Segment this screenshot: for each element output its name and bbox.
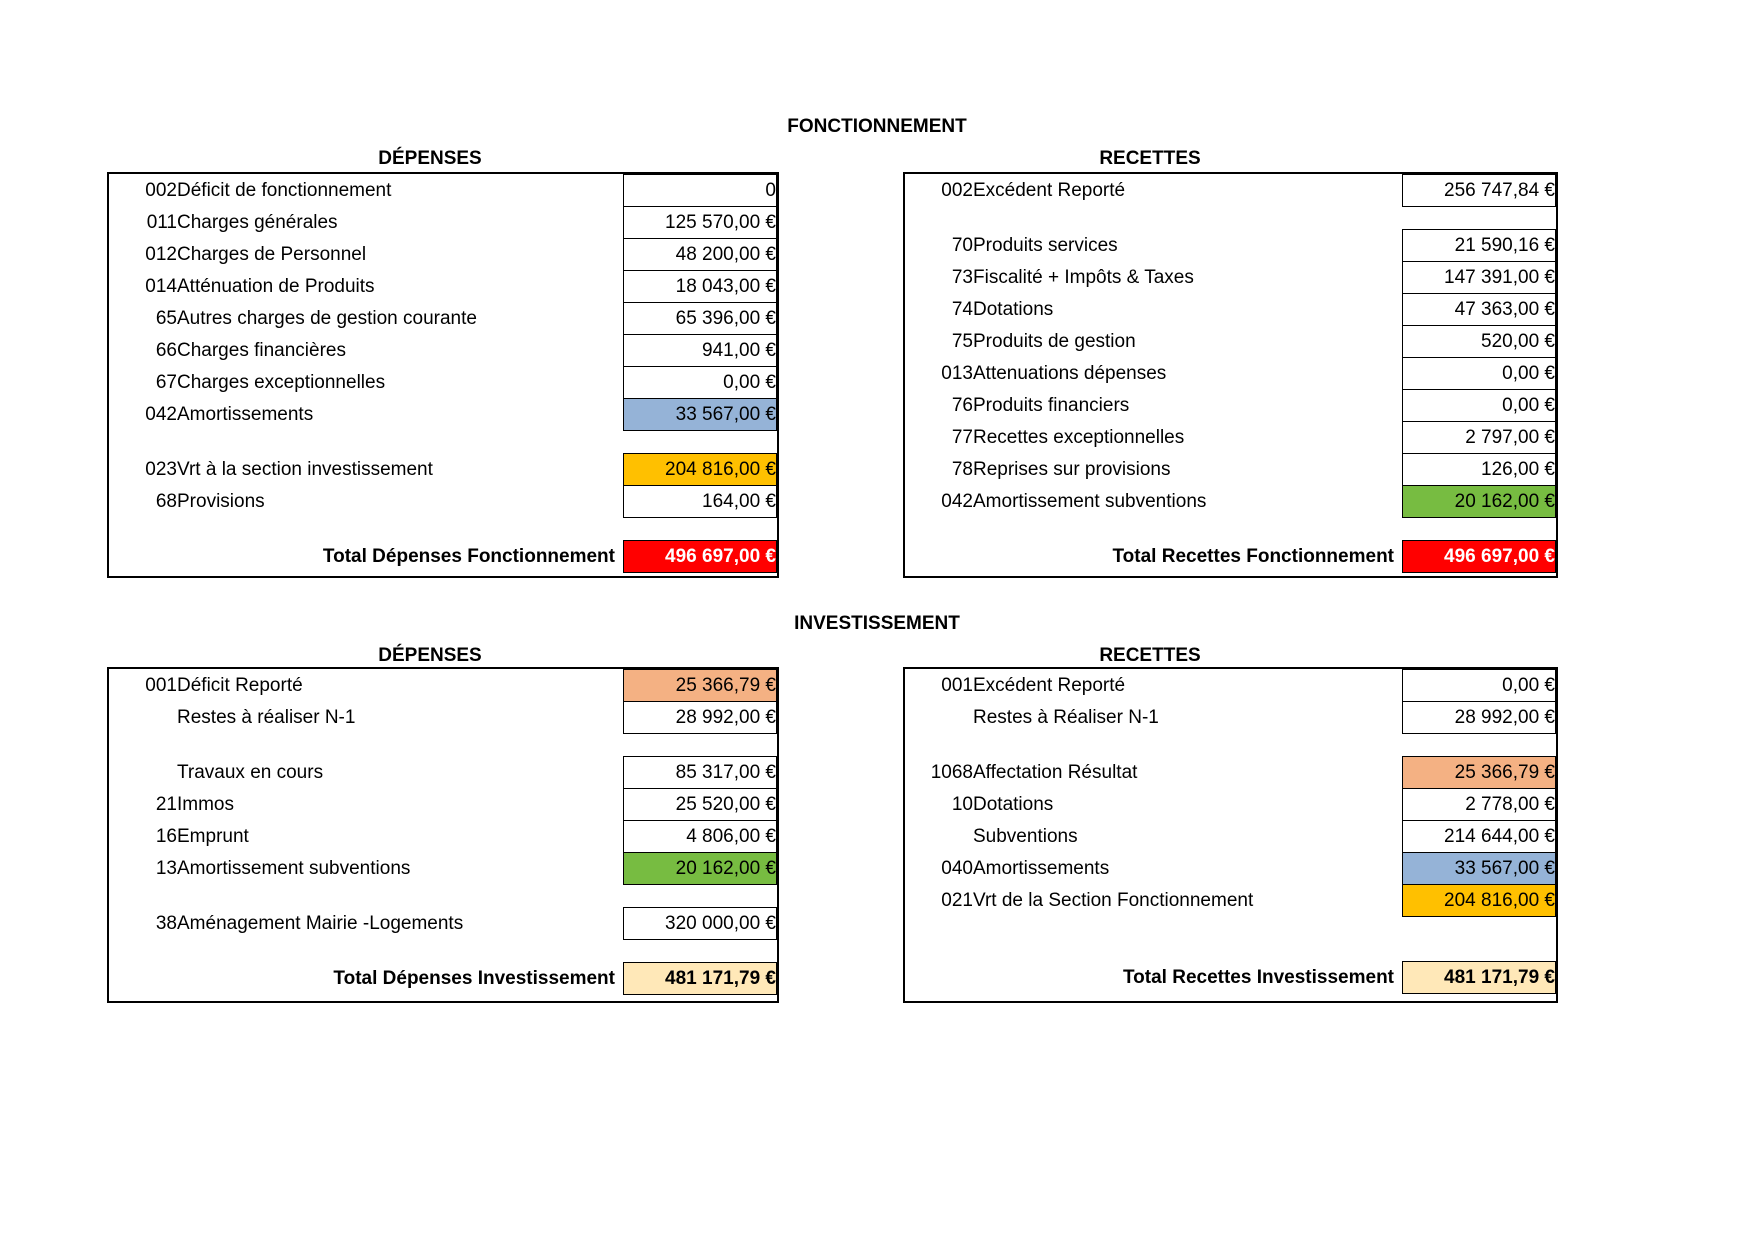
row-code [905,734,973,757]
table-row [905,422,1556,454]
row-amount: 28 992,00 € [1403,702,1556,734]
total-code [109,963,177,995]
row-amount [624,885,777,908]
row-code [109,940,177,963]
row-code: 023 [145,458,177,480]
row-amount: 65 396,00 € [624,303,777,335]
row-code: 76 [951,394,973,416]
row-amount: 0,00 € [624,367,777,399]
row-code [905,939,973,962]
row-label: Amortissements [177,403,314,425]
table-row [905,294,1556,326]
row-amount [624,431,777,454]
row-amount: 164,00 € [624,486,777,518]
budget-table [905,174,1556,573]
table-recettes-investissement [903,667,1558,1003]
row-code: 002 [145,179,177,201]
row-label: Dotations [973,298,1054,320]
row-label [177,734,624,757]
column-title-recettes-fonctionnement: RECETTES [1099,148,1201,169]
row-code: 67 [155,371,177,393]
row-amount: 0,00 € [1403,358,1556,390]
row-amount: 0,00 € [1403,390,1556,422]
row-code: 13 [155,857,177,879]
row-amount: 214 644,00 € [1403,821,1556,853]
row-label: Travaux en cours [177,761,324,783]
section-title-fonctionnement: FONCTIONNEMENT [787,116,967,137]
table-row [905,885,1556,917]
row-code: 38 [155,912,177,934]
table-row [109,175,777,207]
row-label [973,939,1403,962]
row-amount [1403,518,1556,541]
row-amount: 204 816,00 € [1403,885,1556,917]
table-row [905,326,1556,358]
budget-table [109,174,777,573]
row-code: 66 [155,339,177,361]
table-row [905,454,1556,486]
row-label [177,431,624,454]
row-label [177,518,624,541]
total-label: Total Dépenses Fonctionnement [322,545,615,567]
row-label [177,885,624,908]
row-label [973,917,1403,940]
table-row [109,702,777,734]
table-recettes-fonctionnement [903,172,1558,578]
row-label: Vrt de la Section Fonctionnement [973,889,1254,911]
total-label: Total Recettes Fonctionnement [1112,545,1394,567]
row-label: Dotations [973,793,1054,815]
table-row [109,399,777,431]
table-row [905,230,1556,262]
row-amount: 147 391,00 € [1403,262,1556,294]
row-code [109,518,177,541]
row-amount: 85 317,00 € [624,757,777,789]
table-row [109,207,777,239]
budget-table [905,669,1556,994]
table-row [905,853,1556,885]
row-label: Produits de gestion [973,330,1136,352]
table-row [109,367,777,399]
row-code: 014 [145,275,177,297]
row-code: 74 [951,298,973,320]
row-amount: 2 778,00 € [1403,789,1556,821]
total-row [109,963,777,995]
table-depenses-investissement [107,667,779,1003]
table-row [905,670,1556,702]
table-row [109,454,777,486]
table-row [109,303,777,335]
row-code: 65 [155,307,177,329]
table-depenses-fonctionnement [107,172,779,578]
table-row [905,175,1556,207]
row-label: Déficit Reporté [177,674,303,696]
row-label: Affectation Résultat [973,761,1138,783]
row-amount [624,940,777,963]
table-row [109,821,777,853]
total-code [905,962,973,994]
row-amount: 320 000,00 € [624,908,777,940]
row-amount: 33 567,00 € [624,399,777,431]
row-label [973,207,1403,230]
row-code: 021 [941,889,973,911]
spacer-row [109,734,777,757]
row-code: 013 [941,362,973,384]
row-label: Excédent Reporté [973,674,1126,696]
row-label [973,518,1403,541]
row-amount: 256 747,84 € [1403,175,1556,207]
row-code [109,431,177,454]
row-label: Aménagement Mairie -Logements [177,912,464,934]
row-code [109,702,177,734]
spacer-row [109,940,777,963]
table-row [905,821,1556,853]
table-row [905,262,1556,294]
row-label: Déficit de fonctionnement [177,179,392,201]
row-label: Autres charges de gestion courante [177,307,477,329]
row-label: Attenuations dépenses [973,362,1167,384]
row-amount: 4 806,00 € [624,821,777,853]
table-row [905,789,1556,821]
row-code: 68 [155,490,177,512]
column-title-depenses-investissement: DÉPENSES [378,645,482,666]
row-amount: 25 366,79 € [624,670,777,702]
total-label: Total Dépenses Investissement [333,967,615,989]
row-code: 040 [941,857,973,879]
row-amount: 33 567,00 € [1403,853,1556,885]
row-code: 012 [145,243,177,265]
row-amount: 0,00 € [1403,670,1556,702]
row-code: 042 [941,490,973,512]
table-row [905,358,1556,390]
row-label: Emprunt [177,825,249,847]
row-code: 10 [951,793,973,815]
row-amount: 28 992,00 € [624,702,777,734]
table-row [109,789,777,821]
table-row [109,757,777,789]
column-title-depenses-fonctionnement: DÉPENSES [378,148,482,169]
row-code: 77 [951,426,973,448]
row-code [109,757,177,789]
row-code [905,821,973,853]
table-row [905,390,1556,422]
row-label: Recettes exceptionnelles [973,426,1185,448]
row-code: 002 [941,179,973,201]
row-code [109,885,177,908]
row-amount [1403,939,1556,962]
row-label: Provisions [177,490,265,512]
spacer-row [109,885,777,908]
budget-table [109,669,777,995]
total-amount: 496 697,00 € [624,541,777,573]
row-label: Amortissement subventions [973,490,1207,512]
row-label: Amortissement subventions [177,857,411,879]
row-amount [1403,917,1556,940]
row-code [905,702,973,734]
section-title-investissement: INVESTISSEMENT [794,613,960,634]
table-row [109,271,777,303]
total-row [905,962,1556,994]
table-row [905,702,1556,734]
row-label [177,940,624,963]
row-label: Fiscalité + Impôts & Taxes [973,266,1194,288]
row-amount [1403,734,1556,757]
row-amount: 126,00 € [1403,454,1556,486]
row-amount: 204 816,00 € [624,454,777,486]
row-label: Amortissements [973,857,1110,879]
table-row [109,486,777,518]
row-label: Subventions [973,825,1078,847]
row-amount: 20 162,00 € [1403,486,1556,518]
row-code: 73 [951,266,973,288]
row-amount: 941,00 € [624,335,777,367]
spacer-row [905,734,1556,757]
total-row [905,541,1556,573]
row-label: Reprises sur provisions [973,458,1171,480]
row-label: Charges financières [177,339,346,361]
table-row [905,757,1556,789]
spacer-row [905,939,1556,962]
row-amount: 47 363,00 € [1403,294,1556,326]
row-amount: 25 520,00 € [624,789,777,821]
spacer-row [905,207,1556,230]
row-amount: 18 043,00 € [624,271,777,303]
row-label: Restes à Réaliser N-1 [973,706,1159,728]
table-row [109,670,777,702]
row-label: Produits financiers [973,394,1130,416]
row-amount: 25 366,79 € [1403,757,1556,789]
row-code [905,207,973,230]
table-row [109,908,777,940]
row-label: Restes à réaliser N-1 [177,706,356,728]
row-label: Excédent Reporté [973,179,1126,201]
row-label: Atténuation de Produits [177,275,375,297]
row-amount: 48 200,00 € [624,239,777,271]
row-amount: 125 570,00 € [624,207,777,239]
row-label: Immos [177,793,234,815]
table-row [109,335,777,367]
row-code: 1068 [930,761,973,783]
column-title-recettes-investissement: RECETTES [1099,645,1201,666]
row-code: 001 [145,674,177,696]
total-amount: 481 171,79 € [1403,962,1556,994]
row-amount: 20 162,00 € [624,853,777,885]
row-amount: 520,00 € [1403,326,1556,358]
total-label: Total Recettes Investissement [1122,966,1394,988]
row-code: 21 [155,793,177,815]
total-code [109,541,177,573]
spacer-row [905,518,1556,541]
row-code [905,917,973,940]
row-code: 001 [941,674,973,696]
row-code: 16 [155,825,177,847]
spacer-row [109,518,777,541]
row-code: 042 [145,403,177,425]
row-label: Charges exceptionnelles [177,371,386,393]
row-code: 011 [146,211,177,233]
row-amount [624,734,777,757]
total-amount: 481 171,79 € [624,963,777,995]
table-row [905,486,1556,518]
row-label [973,734,1403,757]
row-label: Produits services [973,234,1118,256]
row-code: 70 [951,234,973,256]
row-amount [624,518,777,541]
row-code [905,518,973,541]
row-amount: 2 797,00 € [1403,422,1556,454]
row-label: Charges de Personnel [177,243,367,265]
total-row [109,541,777,573]
spacer-row [109,431,777,454]
row-label: Vrt à la section investissement [177,458,433,480]
table-row [109,239,777,271]
spacer-row [905,917,1556,940]
row-code: 75 [951,330,973,352]
row-label: Charges générales [177,211,338,233]
total-amount: 496 697,00 € [1403,541,1556,573]
table-row [109,853,777,885]
total-code [905,541,973,573]
row-amount [1403,207,1556,230]
row-amount: 0 [624,175,777,207]
row-code [109,734,177,757]
row-code: 78 [951,458,973,480]
row-amount: 21 590,16 € [1403,230,1556,262]
